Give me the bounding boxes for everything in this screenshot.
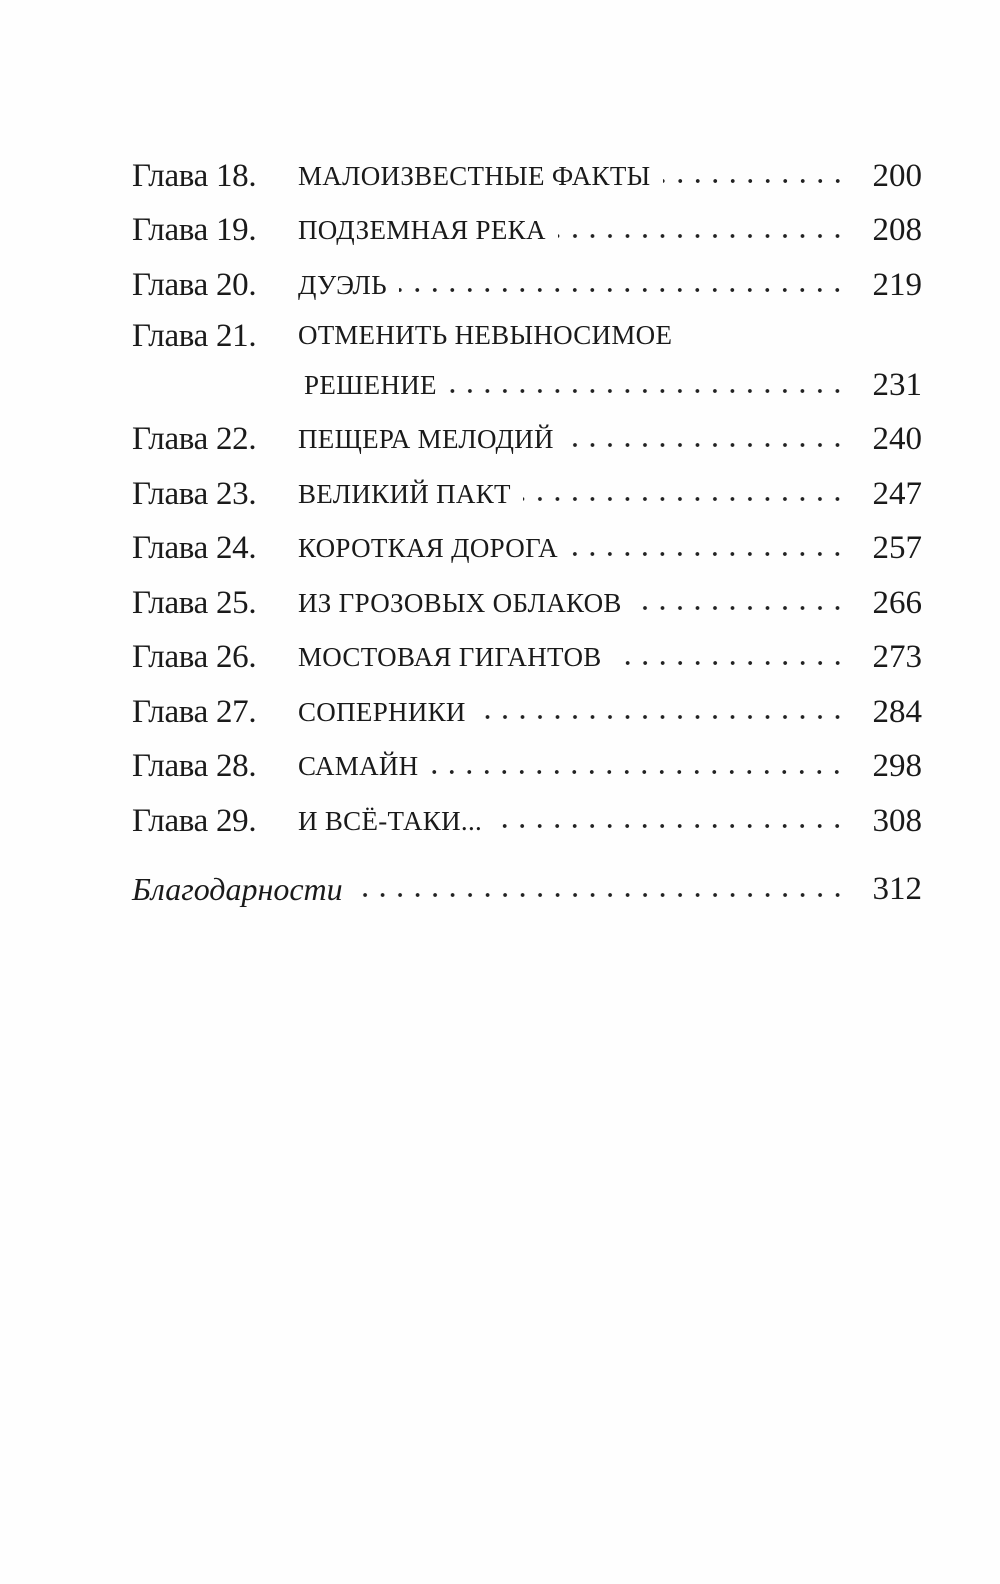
chapter-number: Глава 19.	[132, 212, 257, 249]
dot-leader	[355, 892, 846, 898]
dot-leader	[478, 714, 846, 720]
acknowledgements-title: Благодарности	[132, 871, 343, 908]
chapter-title: СОПЕРНИКИ	[298, 696, 466, 727]
toc-entry	[132, 413, 922, 468]
page-number: 312	[872, 871, 922, 908]
toc-entry	[132, 258, 922, 313]
chapter-title: И ВСЁ-ТАКИ...	[298, 805, 483, 836]
dot-leader	[634, 605, 846, 611]
toc-entry	[132, 794, 922, 849]
dot-leader	[566, 442, 846, 448]
chapter-number: Глава 28.	[132, 748, 257, 785]
chapter-title: ВЕЛИКИЙ ПАКТ	[298, 478, 511, 509]
page-number: 298	[872, 748, 922, 785]
page-number: 208	[872, 212, 922, 249]
chapter-number: Глава 22.	[132, 421, 257, 458]
dot-leader	[523, 496, 846, 502]
dot-leader	[558, 233, 846, 239]
chapter-title: ИЗ ГРОЗОВЫХ ОБЛАКОВ	[298, 587, 622, 618]
dot-leader	[430, 769, 846, 775]
chapter-title: МАЛОИЗВЕСТНЫЕ ФАКТЫ	[298, 160, 651, 191]
chapter-title: МОСТОВАЯ ГИГАНТОВ	[298, 642, 602, 673]
chapter-number: Глава 23.	[132, 475, 257, 512]
spacer	[132, 849, 922, 863]
dot-leader	[494, 823, 846, 829]
toc-entry	[132, 204, 922, 259]
chapter-number: Глава 29.	[132, 802, 257, 839]
chapter-number: Глава 20.	[132, 266, 257, 303]
page-number: 266	[872, 584, 922, 621]
chapter-number: Глава 24.	[132, 530, 257, 567]
dot-leader	[570, 551, 846, 557]
page-number: 284	[872, 693, 922, 730]
chapter-title: САМАЙН	[298, 751, 419, 782]
chapter-number: Глава 18.	[132, 157, 257, 194]
page-number: 247	[872, 475, 922, 512]
chapter-title: ПОДЗЕМНАЯ РЕКА	[298, 215, 546, 246]
dot-leader	[663, 178, 846, 184]
toc-entry	[132, 467, 922, 522]
toc-entry	[132, 685, 922, 740]
chapter-title: КОРОТКАЯ ДОРОГА	[298, 533, 558, 564]
page-number: 240	[872, 421, 922, 458]
toc-entry	[132, 522, 922, 577]
chapter-number: Глава 27.	[132, 693, 257, 730]
chapter-number: Глава 21.	[132, 317, 257, 354]
page-number: 257	[872, 530, 922, 567]
toc-entry	[132, 313, 922, 413]
chapter-title: ДУЭЛЬ	[298, 269, 387, 300]
toc-entry	[132, 576, 922, 631]
dot-leader	[449, 388, 846, 394]
toc-entry	[132, 740, 922, 795]
chapter-title-continued: РЕШЕНИЕ	[304, 370, 437, 400]
dot-leader	[614, 660, 846, 666]
page-number: 200	[872, 157, 922, 194]
toc-entry	[132, 631, 922, 686]
toc-entry	[132, 149, 922, 204]
page-number: 231	[872, 367, 922, 403]
table-of-contents	[132, 149, 922, 917]
chapter-title: ОТМЕНИТЬ НЕВЫНОСИМОЕ	[298, 320, 673, 350]
chapter-number: Глава 25.	[132, 584, 257, 621]
toc-entry-acknowledgements	[132, 863, 922, 918]
dot-leader	[399, 287, 846, 293]
chapter-title: ПЕЩЕРА МЕЛОДИЙ	[298, 424, 554, 455]
page-number: 273	[872, 639, 922, 676]
entry-body	[298, 313, 922, 413]
page-number: 308	[872, 802, 922, 839]
page-number: 219	[872, 266, 922, 303]
chapter-number: Глава 26.	[132, 639, 257, 676]
